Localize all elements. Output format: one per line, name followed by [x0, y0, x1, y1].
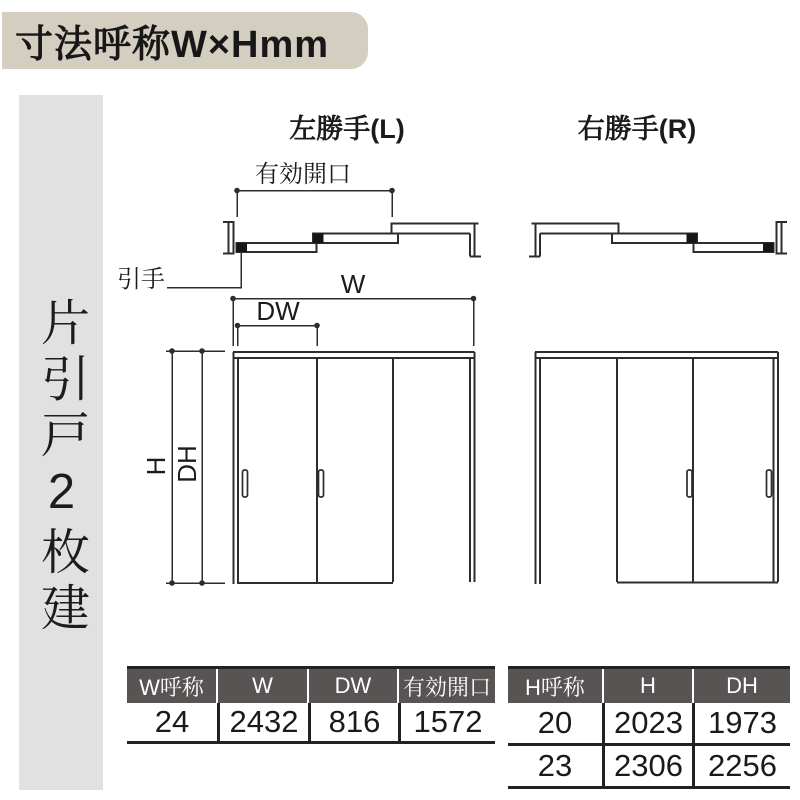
dim-endpoint-dot — [169, 348, 175, 354]
w-dim-label: W — [340, 269, 366, 299]
h-dimension-table — [508, 666, 790, 789]
h-dim-label: H — [141, 456, 171, 476]
dw-extension-lines — [238, 327, 318, 346]
h-table-cell: 1973 — [692, 703, 790, 743]
plan-panel-rear-pull — [687, 234, 698, 244]
h-table-cell: 23 — [537, 748, 573, 783]
dim-endpoint-dot — [199, 348, 205, 354]
page-title: 寸法呼称W×Hmm — [15, 24, 330, 66]
h-table-header-cell: H — [604, 669, 692, 703]
w-table-cell: 2432 — [217, 703, 308, 741]
dim-endpoint-dot — [199, 580, 205, 586]
plan-left-title: 左勝手(L) — [289, 114, 405, 144]
left-jamb — [229, 222, 234, 254]
plan-right-title: 右勝手(R) — [577, 114, 697, 144]
h-table-cell: 2256 — [692, 746, 790, 786]
h-table-header-cell: DH — [694, 669, 790, 703]
w-table-header-row — [127, 669, 495, 703]
plan-wall-left — [529, 224, 619, 257]
effective-opening-extension-lines — [237, 192, 392, 217]
plan-panel-front-pull — [763, 243, 774, 252]
w-table-cell: 24 — [154, 704, 190, 739]
left-frame — [536, 352, 541, 584]
dim-endpoint-dot — [314, 323, 320, 329]
top-track — [233, 352, 475, 358]
top-track — [535, 352, 778, 358]
h-table-cell: 2023 — [602, 703, 692, 743]
door-handle — [319, 470, 324, 497]
plan-panel-rear-pull — [313, 234, 324, 244]
product-type-label: 片引戸2枚建 — [34, 297, 89, 638]
door-handle — [767, 470, 772, 497]
h-table-row — [508, 743, 790, 789]
w-table-header-cell: DW — [309, 669, 397, 703]
pull-handle-leader-line — [167, 252, 241, 288]
h-table-header-row — [508, 669, 790, 703]
plan-panel-rear — [612, 234, 697, 244]
elevation-left — [141, 269, 476, 586]
left-frame — [234, 352, 239, 584]
plan-panel-front — [237, 243, 317, 252]
w-table-cell: 816 — [308, 703, 398, 741]
dim-endpoint-dot — [234, 188, 240, 194]
plan-view-left — [117, 161, 481, 293]
elevation-right — [535, 352, 778, 584]
plan-panel-front — [694, 243, 774, 252]
plan-panel-rear — [313, 234, 398, 244]
dim-endpoint-dot — [235, 323, 241, 329]
right-jamb — [777, 222, 782, 254]
dh-dim-label: DH — [172, 445, 202, 483]
dim-endpoint-dot — [230, 296, 236, 302]
plan-panel-front-pull — [237, 243, 248, 252]
h-table-cell: 20 — [537, 705, 573, 740]
h-table-row — [508, 703, 790, 743]
dim-endpoint-dot — [471, 296, 477, 302]
dim-endpoint-dot — [169, 580, 175, 586]
right-frame — [470, 352, 475, 582]
plan-view-right — [529, 222, 787, 257]
right-frame — [774, 352, 779, 582]
w-table-header-cell: 有効開口 — [399, 669, 495, 703]
dw-dim-label: DW — [256, 296, 300, 326]
plan-wall-right — [392, 224, 482, 257]
dim-endpoint-dot — [389, 188, 395, 194]
panel-dividers — [317, 358, 393, 582]
h-table-header-cell: H呼称 — [508, 669, 602, 703]
panel-dividers — [617, 358, 693, 582]
w-dimension-table — [127, 666, 495, 744]
h-table-cell: 2306 — [602, 746, 692, 786]
door-handle — [243, 470, 248, 497]
pull-handle-label: 引手 — [117, 266, 165, 293]
w-table-cell: 1572 — [398, 703, 495, 741]
door-handle — [687, 470, 692, 497]
effective-opening-label: 有効開口 — [255, 161, 351, 188]
w-table-header-cell: W — [218, 669, 307, 703]
w-table-header-cell: W呼称 — [127, 669, 216, 703]
w-table-row — [127, 703, 495, 744]
